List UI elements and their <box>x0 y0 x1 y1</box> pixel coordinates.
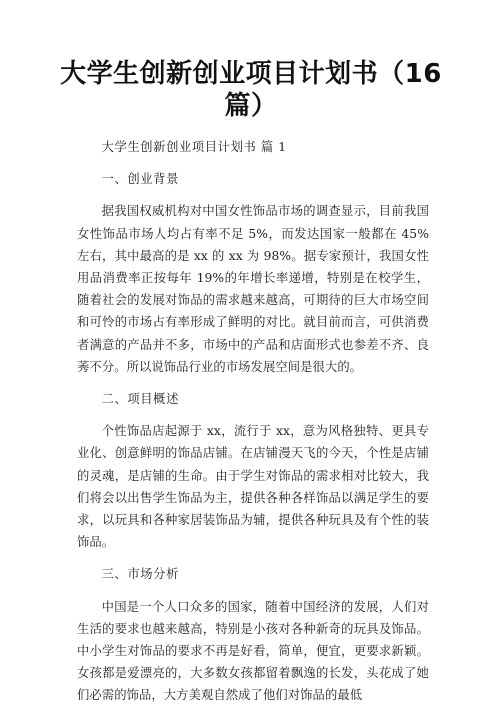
section-paragraph: 中国是一个人口众多的国家，随着中国经济的发展，人们对生活的要求也越来越高，特别是小孩对各种新奇的玩具及饰品。中小学生对饰品的要求不再是好看，简单，便宜，更要求新颖。女孩都是爱漂亮的，大多数女孩都留着飘逸的长发，头花成了她们必需的饰品，大方美观自然成了他们对饰品的最低 <box>77 599 429 703</box>
section-heading: 三、市场分析 <box>101 567 179 582</box>
section-heading: 一、创业背景 <box>101 172 179 187</box>
document-content <box>77 136 429 717</box>
section-paragraph: 个性饰品店起源于 xx，流行于 xx，意为风格独特、更具专业化、创意鲜明的饰品店铺。在店铺漫天飞的今天，个性是店铺的灵魂，是店铺的生命。由于学生对饰品的需求相对比较大，我们将会以出售学生饰品为主，提供各种各样饰品以满足学生的要求，以玩具和各种家居装饰品为辅，提供各种玩具及有个性的装饰品。 <box>77 424 429 550</box>
document-title: 大学生创新创业项目计划书（16篇） <box>60 59 442 121</box>
section-heading: 二、项目概述 <box>101 392 179 407</box>
document-subtitle: 大学生创新创业项目计划书 篇 1 <box>101 140 287 154</box>
section-paragraph: 据我国权威机构对中国女性饰品市场的调查显示，目前我国女性饰品市场人均占有率不足 5%，而发达国家一般都在 45%左右，其中最高的是 xx 的 xx 为 98%。据专家预计，我国女性用品消费率正按每年 19%的年增长率递增，特别是在校学生，随着社会的发展对饰品的需求越来越高，可期待的巨大市场空间和可怜的市场占有率形成了鲜明的对比。就目前而言，可供消费者满意的产品并不多，市场中的产品和店面形式也参差不齐、良莠不分。所以说饰品行业的市场发展空间是很大的。 <box>77 204 429 374</box>
